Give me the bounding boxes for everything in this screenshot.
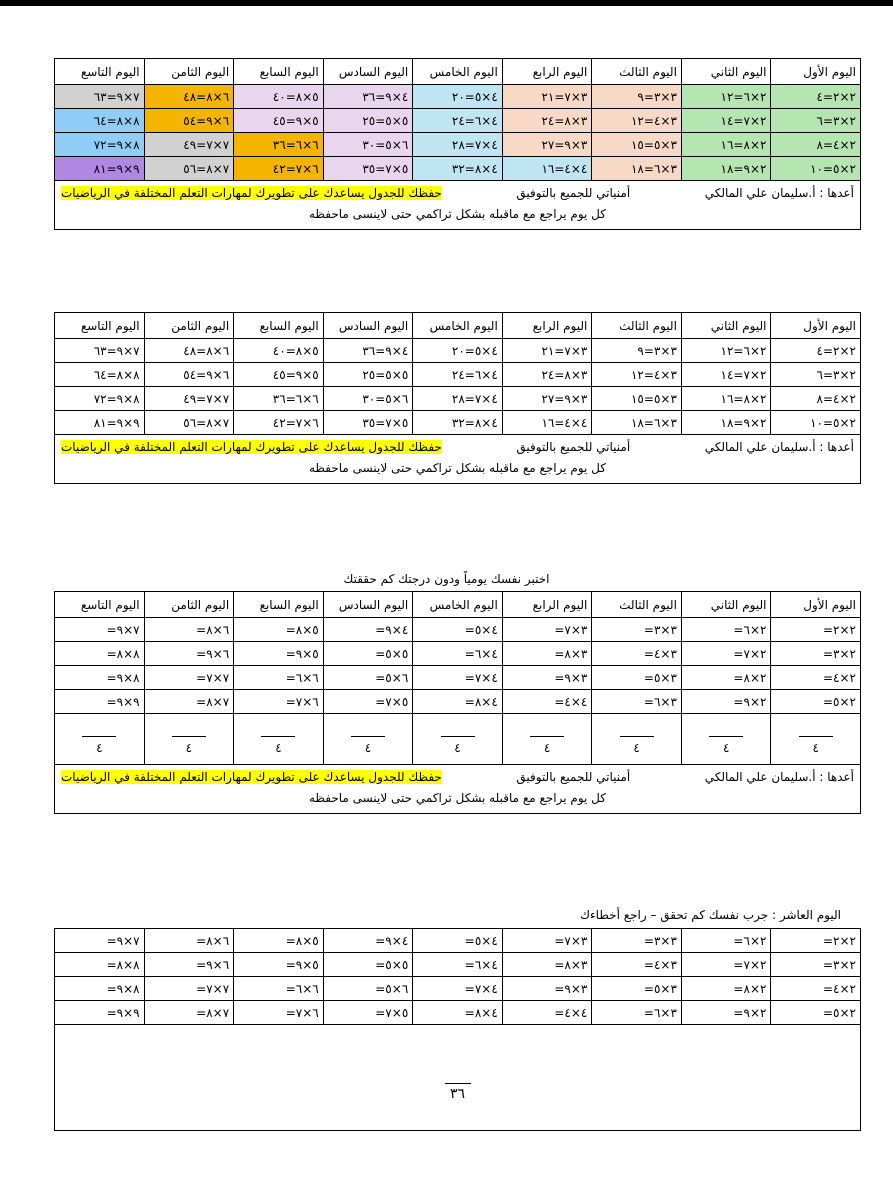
fact-cell: ٥×٨=٤٠ <box>234 339 324 363</box>
score-fraction: ٤ <box>351 736 385 755</box>
fact-cell: ٢×٥= <box>771 690 861 714</box>
fact-cell: ٦×٦= <box>234 977 324 1001</box>
fact-cell: ٧×٧= <box>144 977 234 1001</box>
total-score-fraction: ٣٦ <box>445 1083 471 1102</box>
score-cell <box>592 714 682 765</box>
fact-cell: ٦×٨= <box>144 929 234 953</box>
day-header-cell: اليوم الثالث <box>592 59 682 85</box>
author-text: أعدها : أ.سليمان علي المالكي <box>704 770 854 784</box>
fact-cell: ٦×٧=٤٢ <box>234 411 324 435</box>
fact-cell: ٢×٢= <box>771 929 861 953</box>
day-header-cell: اليوم الثامن <box>144 59 234 85</box>
day-header-cell: اليوم الرابع <box>502 59 592 85</box>
table-row <box>55 642 861 666</box>
footer-row <box>55 765 861 814</box>
fact-cell: ٦×٨=٤٨ <box>144 339 234 363</box>
table-row <box>55 85 861 109</box>
fact-cell: ٣×٤= <box>592 642 682 666</box>
table-row <box>55 363 861 387</box>
table-row <box>55 1001 861 1025</box>
fact-cell: ٢×٢= <box>771 618 861 642</box>
day-header-cell: اليوم الرابع <box>502 592 592 618</box>
table-row <box>55 666 861 690</box>
score-fraction: ٤ <box>709 736 743 755</box>
fact-cell: ٧×٧= <box>144 666 234 690</box>
fact-cell: ٤×٥=٢٠ <box>413 85 503 109</box>
highlighted-tip: حفظك للجدول يساعدك على تطويرك لمهارات التعلم المختلفة في الرياضيات <box>61 770 442 784</box>
day-header-cell: اليوم الثالث <box>592 592 682 618</box>
fact-cell: ٤×٤= <box>502 1001 592 1025</box>
fact-cell: ٢×٤= <box>771 666 861 690</box>
table-row <box>55 977 861 1001</box>
table-row <box>55 411 861 435</box>
fact-cell: ٦×٩=٥٤ <box>144 363 234 387</box>
fact-cell: ٣×٧= <box>502 618 592 642</box>
fact-cell: ٢×٦= <box>681 618 771 642</box>
total-score-row <box>55 1025 861 1131</box>
day-header-cell: اليوم الثاني <box>681 59 771 85</box>
fact-cell: ٢×٣= <box>771 642 861 666</box>
author-text: أعدها : أ.سليمان علي المالكي <box>704 186 854 200</box>
fact-cell: ٢×٧= <box>681 953 771 977</box>
days-header-row <box>55 313 861 339</box>
fact-cell: ٤×٤= <box>502 690 592 714</box>
fact-cell: ٨×٨= <box>55 953 145 977</box>
fact-cell: ٤×٨= <box>413 690 503 714</box>
fact-cell: ٣×٦=١٨ <box>592 411 682 435</box>
fact-cell: ٥×٧=٣٥ <box>323 157 413 181</box>
day-header-cell: اليوم التاسع <box>55 313 145 339</box>
fact-cell: ٤×٥= <box>413 618 503 642</box>
fact-cell: ٦×٩= <box>144 642 234 666</box>
fact-cell: ٢×٤=٨ <box>771 387 861 411</box>
fact-cell: ٥×٩= <box>234 953 324 977</box>
fact-cell: ٧×٩= <box>55 618 145 642</box>
fact-cell: ٣×٤= <box>592 953 682 977</box>
fact-cell: ٣×٨= <box>502 642 592 666</box>
fact-cell: ٣×٧= <box>502 929 592 953</box>
fact-cell: ٤×٧=٢٨ <box>413 387 503 411</box>
fact-cell: ٣×٩=٢٧ <box>502 387 592 411</box>
highlighted-tip: حفظك للجدول يساعدك على تطويرك لمهارات التعلم المختلفة في الرياضيات <box>61 186 442 200</box>
score-fraction: ٤ <box>172 736 206 755</box>
fact-cell: ٢×٤=٨ <box>771 133 861 157</box>
fact-cell: ٧×٧=٤٩ <box>144 133 234 157</box>
fact-cell: ٤×٧=٢٨ <box>413 133 503 157</box>
fact-cell: ٢×٧= <box>681 642 771 666</box>
fact-cell: ٣×٣=٩ <box>592 339 682 363</box>
table-row <box>55 387 861 411</box>
day-header-cell: اليوم الخامس <box>413 313 503 339</box>
fact-cell: ٥×٥= <box>323 642 413 666</box>
fact-cell: ٣×٨= <box>502 953 592 977</box>
fact-cell: ٢×٦= <box>681 929 771 953</box>
fact-cell: ٢×٦=١٢ <box>681 85 771 109</box>
fact-cell: ٤×٦=٢٤ <box>413 363 503 387</box>
fact-cell: ٩×٩=٨١ <box>55 411 145 435</box>
fact-cell: ٦×٩=٥٤ <box>144 109 234 133</box>
fact-cell: ٢×٨=١٦ <box>681 387 771 411</box>
fact-cell: ٤×٨=٣٢ <box>413 157 503 181</box>
author-text: أعدها : أ.سليمان علي المالكي <box>704 440 854 454</box>
fact-cell: ٣×٩=٢٧ <box>502 133 592 157</box>
days-header-row <box>55 59 861 85</box>
fact-cell: ٩×٩= <box>55 1001 145 1025</box>
fact-cell: ٢×٢=٤ <box>771 339 861 363</box>
footer-cell <box>55 181 861 230</box>
fact-cell: ٢×٨= <box>681 666 771 690</box>
score-cell <box>502 714 592 765</box>
fact-cell: ٣×٣= <box>592 618 682 642</box>
fact-cell: ٦×٦=٣٦ <box>234 133 324 157</box>
fact-cell: ٢×٣= <box>771 953 861 977</box>
fact-cell: ٥×٩=٤٥ <box>234 109 324 133</box>
fact-cell: ٣×٤=١٢ <box>592 363 682 387</box>
fact-cell: ٨×٨= <box>55 642 145 666</box>
day-header-cell: اليوم الخامس <box>413 59 503 85</box>
fact-cell: ٢×٦=١٢ <box>681 339 771 363</box>
fact-cell: ٧×٩= <box>55 929 145 953</box>
day10-caption: اليوم العاشر : جرب نفسك كم تحقق – راجع أخطاءك <box>580 908 841 922</box>
colored-multiplication-table <box>54 58 861 230</box>
fact-cell: ٣×٧=٢١ <box>502 339 592 363</box>
review-note: كل يوم يراجع مع ماقبله بشكل تراكمي حتى لاينسى ماحفظه <box>309 461 606 475</box>
wishes-text: أمنياتي للجميع بالتوفيق <box>516 186 631 200</box>
fact-cell: ٦×٦=٣٦ <box>234 387 324 411</box>
day-header-cell: اليوم الخامس <box>413 592 503 618</box>
score-fraction: ٤ <box>620 736 654 755</box>
fact-cell: ٤×٩=٣٦ <box>323 339 413 363</box>
fact-cell: ٨×٩=٧٢ <box>55 133 145 157</box>
fact-cell: ٣×٣=٩ <box>592 85 682 109</box>
fact-cell: ٦×٥=٣٠ <box>323 133 413 157</box>
day-header-cell: اليوم الثامن <box>144 592 234 618</box>
score-cell <box>413 714 503 765</box>
day-header-cell: اليوم السابع <box>234 313 324 339</box>
fact-cell: ٢×٩=١٨ <box>681 411 771 435</box>
score-cell <box>144 714 234 765</box>
fact-cell: ٣×٩= <box>502 977 592 1001</box>
score-fraction: ٤ <box>82 736 116 755</box>
fact-cell: ٣×٩= <box>502 666 592 690</box>
fact-cell: ٦×٧=٤٢ <box>234 157 324 181</box>
score-cell <box>234 714 324 765</box>
fact-cell: ٩×٩= <box>55 690 145 714</box>
fact-cell: ٣×٤=١٢ <box>592 109 682 133</box>
footer-row <box>55 181 861 230</box>
day-header-cell: اليوم الثالث <box>592 313 682 339</box>
footer-line <box>61 767 854 787</box>
fact-cell: ٥×٩= <box>234 642 324 666</box>
fact-cell: ٨×٩=٧٢ <box>55 387 145 411</box>
fact-cell: ٨×٨=٦٤ <box>55 363 145 387</box>
fact-cell: ٧×٩=٦٣ <box>55 85 145 109</box>
table-row <box>55 618 861 642</box>
fact-cell: ٧×٨=٥٦ <box>144 411 234 435</box>
wishes-text: أمنياتي للجميع بالتوفيق <box>516 440 631 454</box>
fact-cell: ٢×٣=٦ <box>771 109 861 133</box>
day-header-cell: اليوم السادس <box>323 313 413 339</box>
fact-cell: ٦×٥=٣٠ <box>323 387 413 411</box>
fact-cell: ٣×٥= <box>592 666 682 690</box>
fact-cell: ٤×٩= <box>323 618 413 642</box>
wishes-text: أمنياتي للجميع بالتوفيق <box>516 770 631 784</box>
fact-cell: ٣×٦= <box>592 1001 682 1025</box>
fact-cell: ٢×٧=١٤ <box>681 109 771 133</box>
fact-cell: ٢×٨=١٦ <box>681 133 771 157</box>
fact-cell: ٨×٩= <box>55 977 145 1001</box>
footer-row <box>55 435 861 484</box>
table-row <box>55 157 861 181</box>
score-fraction: ٤ <box>261 736 295 755</box>
fact-cell: ٣×٨=٢٤ <box>502 109 592 133</box>
day-header-cell: اليوم الأول <box>771 59 861 85</box>
score-fraction: ٤ <box>799 736 833 755</box>
fact-cell: ٤×٩=٣٦ <box>323 85 413 109</box>
table-row <box>55 929 861 953</box>
fact-cell: ٤×٤=١٦ <box>502 411 592 435</box>
day-header-cell: اليوم الرابع <box>502 313 592 339</box>
fact-cell: ٦×٥= <box>323 666 413 690</box>
fact-cell: ٥×٧=٣٥ <box>323 411 413 435</box>
table-row <box>55 339 861 363</box>
day-header-cell: اليوم الثامن <box>144 313 234 339</box>
table-row <box>55 133 861 157</box>
day-header-cell: اليوم السادس <box>323 59 413 85</box>
fact-cell: ٣×٣= <box>592 929 682 953</box>
score-fraction: ٤ <box>441 736 475 755</box>
fact-cell: ٢×٩=١٨ <box>681 157 771 181</box>
footer-cell <box>55 765 861 814</box>
fact-cell: ٤×٧= <box>413 977 503 1001</box>
fact-cell: ٧×٨= <box>144 690 234 714</box>
fact-cell: ٤×٥= <box>413 929 503 953</box>
fact-cell: ٢×٢=٤ <box>771 85 861 109</box>
fact-cell: ٦×٧= <box>234 1001 324 1025</box>
fact-cell: ٥×٨=٤٠ <box>234 85 324 109</box>
fact-cell: ٥×٥=٢٥ <box>323 109 413 133</box>
score-row <box>55 714 861 765</box>
fact-cell: ٥×٥= <box>323 953 413 977</box>
days-header-row <box>55 592 861 618</box>
fact-cell: ٢×٥=١٠ <box>771 157 861 181</box>
fact-cell: ٨×٨=٦٤ <box>55 109 145 133</box>
fact-cell: ٧×٧=٤٩ <box>144 387 234 411</box>
fact-cell: ٤×٥=٢٠ <box>413 339 503 363</box>
review-note: كل يوم يراجع مع ماقبله بشكل تراكمي حتى لاينسى ماحفظه <box>309 207 606 221</box>
fact-cell: ٦×٦= <box>234 666 324 690</box>
footer-line <box>61 437 854 457</box>
fact-cell: ٣×٥=١٥ <box>592 387 682 411</box>
test-caption: اختبر نفسك يومياً ودون درجتك كم حققتك <box>343 572 550 586</box>
fact-cell: ٣×٥=١٥ <box>592 133 682 157</box>
fact-cell: ٤×٩= <box>323 929 413 953</box>
fact-cell: ٧×٨=٥٦ <box>144 157 234 181</box>
review-note: كل يوم يراجع مع ماقبله بشكل تراكمي حتى لاينسى ماحفظه <box>309 791 606 805</box>
fact-cell: ٢×٨= <box>681 977 771 1001</box>
fact-cell: ٣×٦= <box>592 690 682 714</box>
fact-cell: ٥×٧= <box>323 690 413 714</box>
fact-cell: ٢×٣=٦ <box>771 363 861 387</box>
table-row <box>55 953 861 977</box>
day-header-cell: اليوم التاسع <box>55 592 145 618</box>
score-fraction: ٤ <box>530 736 564 755</box>
fact-cell: ٦×٩= <box>144 953 234 977</box>
fact-cell: ٤×٨=٣٢ <box>413 411 503 435</box>
table-row <box>55 109 861 133</box>
day-header-cell: اليوم الثاني <box>681 592 771 618</box>
day10-table <box>54 928 861 1131</box>
fact-cell: ٨×٩= <box>55 666 145 690</box>
score-cell <box>681 714 771 765</box>
fact-cell: ٢×٥=١٠ <box>771 411 861 435</box>
fact-cell: ٣×٥= <box>592 977 682 1001</box>
fact-cell: ٥×٨= <box>234 929 324 953</box>
highlighted-tip: حفظك للجدول يساعدك على تطويرك لمهارات التعلم المختلفة في الرياضيات <box>61 440 442 454</box>
fact-cell: ٤×٧= <box>413 666 503 690</box>
fact-cell: ٦×٨=٤٨ <box>144 85 234 109</box>
footer-line <box>61 183 854 203</box>
day-header-cell: اليوم السابع <box>234 592 324 618</box>
self-test-table <box>54 591 861 814</box>
fact-cell: ٥×٥=٢٥ <box>323 363 413 387</box>
day-header-cell: اليوم السابع <box>234 59 324 85</box>
fact-cell: ٧×٨= <box>144 1001 234 1025</box>
fact-cell: ٤×٦=٢٤ <box>413 109 503 133</box>
fact-cell: ٩×٩=٨١ <box>55 157 145 181</box>
fact-cell: ٧×٩=٦٣ <box>55 339 145 363</box>
fact-cell: ٣×٨=٢٤ <box>502 363 592 387</box>
day-header-cell: اليوم الأول <box>771 592 861 618</box>
fact-cell: ٢×٩= <box>681 1001 771 1025</box>
day-header-cell: اليوم التاسع <box>55 59 145 85</box>
table-row <box>55 690 861 714</box>
score-cell <box>771 714 861 765</box>
score-cell <box>55 714 145 765</box>
day-header-cell: اليوم السادس <box>323 592 413 618</box>
score-cell <box>323 714 413 765</box>
top-border-bar <box>0 0 893 6</box>
fact-cell: ٢×٧=١٤ <box>681 363 771 387</box>
fact-cell: ٣×٧=٢١ <box>502 85 592 109</box>
fact-cell: ٦×٥= <box>323 977 413 1001</box>
day-header-cell: اليوم الثاني <box>681 313 771 339</box>
fact-cell: ٤×٨= <box>413 1001 503 1025</box>
fact-cell: ٤×٤=١٦ <box>502 157 592 181</box>
fact-cell: ٤×٦= <box>413 953 503 977</box>
fact-cell: ٥×٩=٤٥ <box>234 363 324 387</box>
fact-cell: ٢×٩= <box>681 690 771 714</box>
day-header-cell: اليوم الأول <box>771 313 861 339</box>
fact-cell: ٥×٧= <box>323 1001 413 1025</box>
plain-multiplication-table <box>54 312 861 484</box>
fact-cell: ٥×٨= <box>234 618 324 642</box>
fact-cell: ٦×٧= <box>234 690 324 714</box>
fact-cell: ٤×٦= <box>413 642 503 666</box>
total-score-cell <box>55 1025 861 1131</box>
fact-cell: ٢×٤= <box>771 977 861 1001</box>
footer-cell <box>55 435 861 484</box>
fact-cell: ٣×٦=١٨ <box>592 157 682 181</box>
fact-cell: ٦×٨= <box>144 618 234 642</box>
fact-cell: ٢×٥= <box>771 1001 861 1025</box>
